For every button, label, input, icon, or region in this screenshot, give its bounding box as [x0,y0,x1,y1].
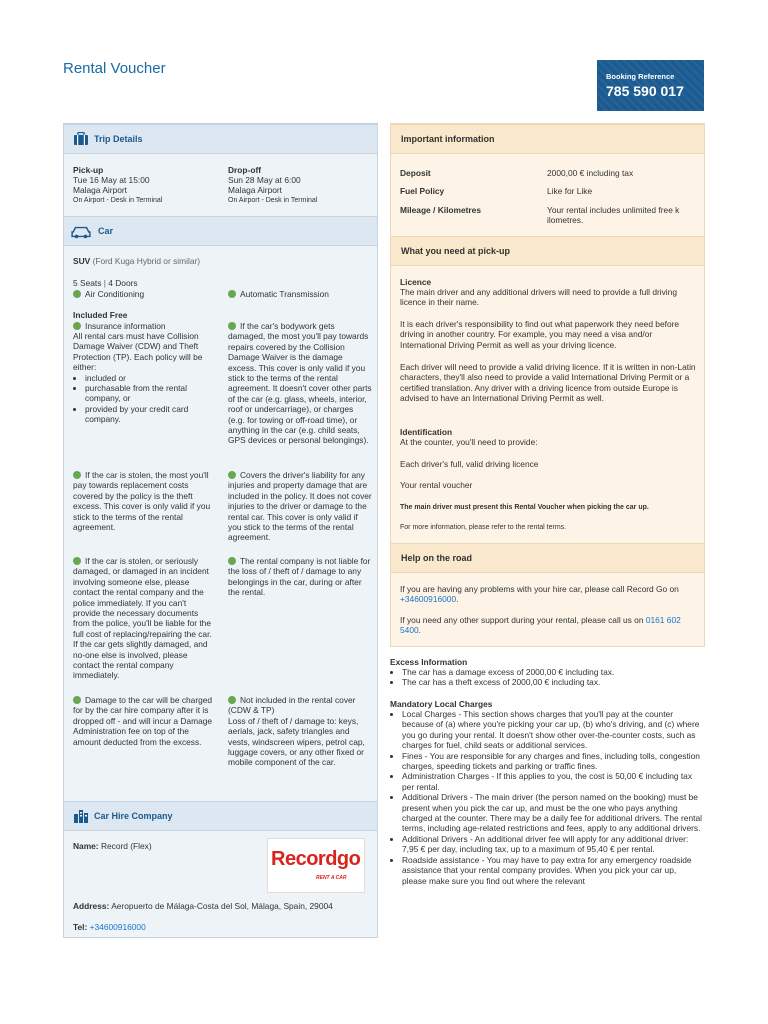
car-transmission: Automatic Transmission [240,289,329,299]
booking-reference-number: 785 590 017 [606,83,684,99]
car-header [64,216,377,246]
car-type: SUV [73,256,91,266]
identification-title: Identification [400,427,453,437]
stolen-text: If the car is stolen, the most you'll pay towards replacement costs covered by the policy is the theft excess. This cover is only valid if you stick to the terms of the rental agreement. [73,470,211,533]
trip-details-header [64,124,377,154]
local-charges-list [390,709,702,886]
booking-reference-box [597,60,704,111]
check-icon [73,696,81,704]
excess-title: Excess Information [390,657,468,667]
mileage-value: Your rental includes unlimited free k ilometres. [547,205,680,226]
identification-text: At the counter, you'll need to provide: [400,437,538,447]
company-name-label: Name: [73,841,99,851]
booking-reference-label: Booking Reference [606,72,675,81]
list-item: • The car has a damage excess of 2000,00 € including tax. [402,667,702,677]
road-paragraph-1: If you are having any problems with your hire car, please call Record Go on [400,584,679,594]
pickup-needs-heading: What you need at pick-up [401,246,511,256]
road-paragraph-2-end: . [418,625,421,636]
important-info-heading: Important information [401,134,495,144]
deposit-label: Deposit [400,168,431,178]
licence-paragraph-3: Each driver will need to provide a valid driving licence. If it is written in non-Latin characters, they'll also need to provide a valid International Driving Permit or a certified translation. Any driver with a driving licence from outside Europe is advised to have an International Driving Permit as well. [400,362,696,404]
local-charges-title: Mandatory Local Charges [390,699,493,709]
page-title: Rental Voucher [63,60,166,77]
list-item: • Local Charges - This section shows charges that you'll pay at the counter because of (a) where you're picking your car up, (b) who's driving, and (c) where you go during your rental. It doesn't show other over-the-counter costs, such as charges for fuel, child seats or additional services. [402,709,702,751]
check-icon [228,471,236,479]
check-icon [228,557,236,565]
left-column [63,123,378,938]
list-item: • Fines - You are responsible for any charges and fines, including tolls, congestion charges, speeding tickets and parking or traffic fines. [402,751,702,772]
list-item: • included or [85,373,215,383]
building-icon [73,809,89,823]
right-column [390,123,705,647]
insurance-text: All rental cars must have Collision Damage Waiver (CDW) and Theft Protection (TP). Each policy will be either: [73,331,203,373]
included-free-title: Included Free [73,310,128,320]
car-seats: 5 Seats [73,278,102,288]
main-driver-note: The main driver must present this Rental Voucher when picking the car up. [400,504,649,511]
insurance-list [73,373,215,425]
licence-title: Licence [400,277,432,287]
car-model: (Ford Kuga Hybrid or similar) [92,256,201,266]
car-hire-company-header [64,801,377,831]
excess-list [390,667,702,688]
important-info-header [391,124,704,154]
list-item: • Roadside assistance - You may have to pay extra for any emergency roadside assistance that your rental company provides. When you pick your car up, please make sure you find out where the relevant [402,855,702,886]
pickup-needs-header [391,236,704,266]
car-icon [71,225,91,239]
fuel-policy-label: Fuel Policy [400,186,445,196]
road-paragraph-2: If you need any other support during your rental, please call us on [400,615,644,625]
car-hire-company-heading: Car Hire Company [94,811,173,821]
belongings-text: The rental company is not liable for the loss of / theft of / damage to any belongings in the car, during or after the rental. [228,556,371,598]
check-icon [228,322,236,330]
pickup-desk: On Airport - Desk in Terminal [73,197,163,204]
check-icon [228,290,236,298]
list-item: • Administration Charges - If this applies to you, the cost is 50,00 € including tax per rental. [402,771,702,792]
list-item: • provided by your credit card company. [85,404,215,425]
help-on-road-header [391,543,704,573]
car-air-conditioning: Air Conditioning [85,289,145,299]
identification-item-licence: Each driver's full, valid driving licence [400,459,539,469]
fuel-policy-value: Like for Like [547,186,593,196]
logo-text: Recordgo [271,848,361,870]
identification-item-voucher: Your rental voucher [400,480,473,490]
dropoff-place: Malaga Airport [228,185,282,195]
check-icon [73,471,81,479]
licence-paragraph-1: The main driver and any additional drivers will need to provide a full driving licence in their name. [400,287,677,308]
insurance-title: Insurance information [85,321,166,331]
record-go-phone-link[interactable]: +34600916000 [400,594,457,605]
pickup-date: Tue 16 May at 15:00 [73,175,150,185]
check-icon [73,322,81,330]
deposit-value: 2000,00 € including tax [547,168,634,178]
help-on-road-heading: Help on the road [401,553,473,563]
trip-details-heading: Trip Details [94,134,143,144]
check-icon [228,696,236,704]
check-icon [73,557,81,565]
car-heading: Car [98,226,114,236]
logo-subtext: RENT A CAR [316,875,347,881]
company-tel-link[interactable]: +34600916000 [89,922,146,932]
licence-paragraph-2: It is each driver's responsibility to find out what paperwork they need before driving in another country. For example, you may need a visa and/or International Driving Permit as well as your driving licence. [400,319,680,350]
company-tel-label: Tel: [73,922,88,932]
pickup-label: Pick-up [73,165,104,175]
company-name-value: Record (Flex) [100,841,152,851]
dropoff-label: Drop-off [228,165,262,175]
list-item: • Additional Drivers - An additional driver fee will apply for any additional driver: 7,95 € per day, including tax, up to a maximum of 95,40 € per rental. [402,834,702,855]
support-phone-link[interactable]: 0161 602 5400 [400,615,681,636]
list-item: • purchasable from the rental company, or [85,383,215,404]
recordgo-logo [267,838,365,893]
damaged-text: If the car is stolen, or seriously damaged, or damaged in an incident involving someone else, please contact the rental company and the police immediately. If you can't provide the necessary documents from the police, you'll be liable for the full cost of replacing/repairing the car. If the car gets slightly damaged, and no-one else is involved, please contact the rental company immediately. [73,556,212,681]
charged-text: Damage to the car will be charged for by the car hire company after it is dropped off - and will incur a Damage Administration fee on top of the amount deducted from the excess. [73,695,213,747]
more-info-note: For more information, please refer to the rental terms. [400,524,567,531]
dropoff-desk: On Airport - Desk in Terminal [228,197,318,204]
list-item: • The car has a theft excess of 2000,00 € including tax. [402,677,702,687]
not-included-title: Not included in the rental cover (CDW & TP) [228,695,356,716]
suitcase-icon [73,132,89,146]
dropoff-date: Sun 28 May at 6:00 [228,175,301,185]
company-address-label: Address: [73,901,110,911]
road-paragraph-1-end: . [456,594,459,605]
bodywork-text: If the car's bodywork gets damaged, the most you'll pay towards repairs covered by the Collision Damage Waiver is the damage excess. This cover is only valid if you stick to the terms of the rental agreement. It doesn't cover other parts of the car (e.g. glass, wheels, interior, roof or undercarriage), or charges (e.g. for towing or off-road time), or anything in the car (e.g. child seats, GPS devices or personal belongings). [228,321,372,446]
not-included-text: Loss of / theft of / damage to: keys, aerials, jack, safety triangles and vests, windscreen wipers, petrol cap, luggage covers, or any other fixed or mobile component of the car. [228,715,365,768]
check-icon [73,290,81,298]
car-doors: 4 Doors [108,278,138,288]
pickup-place: Malaga Airport [73,185,127,195]
liability-text: Covers the driver's liability for any injuries and property damage that are included in the policy. It does not cover injuries to the driver or damage to the rental car. This cover is only valid if you stick to the terms of the rental agreement. [228,470,372,543]
list-item: • Additional Drivers - The main driver (the person named on the booking) must be present when you pick the car up, and must be the one who pays anything charged at the counter. There may be a daily fee for additional drivers. The rental terms, including age-related restrictions and fees, apply to any additional drivers. [402,792,702,834]
mileage-label: Mileage / Kilometres [400,205,481,215]
company-address-value: Aeropuerto de Málaga-Costa del Sol, Málaga, Spain, 29004 [111,901,333,911]
car-spec-separator: | [103,278,106,288]
